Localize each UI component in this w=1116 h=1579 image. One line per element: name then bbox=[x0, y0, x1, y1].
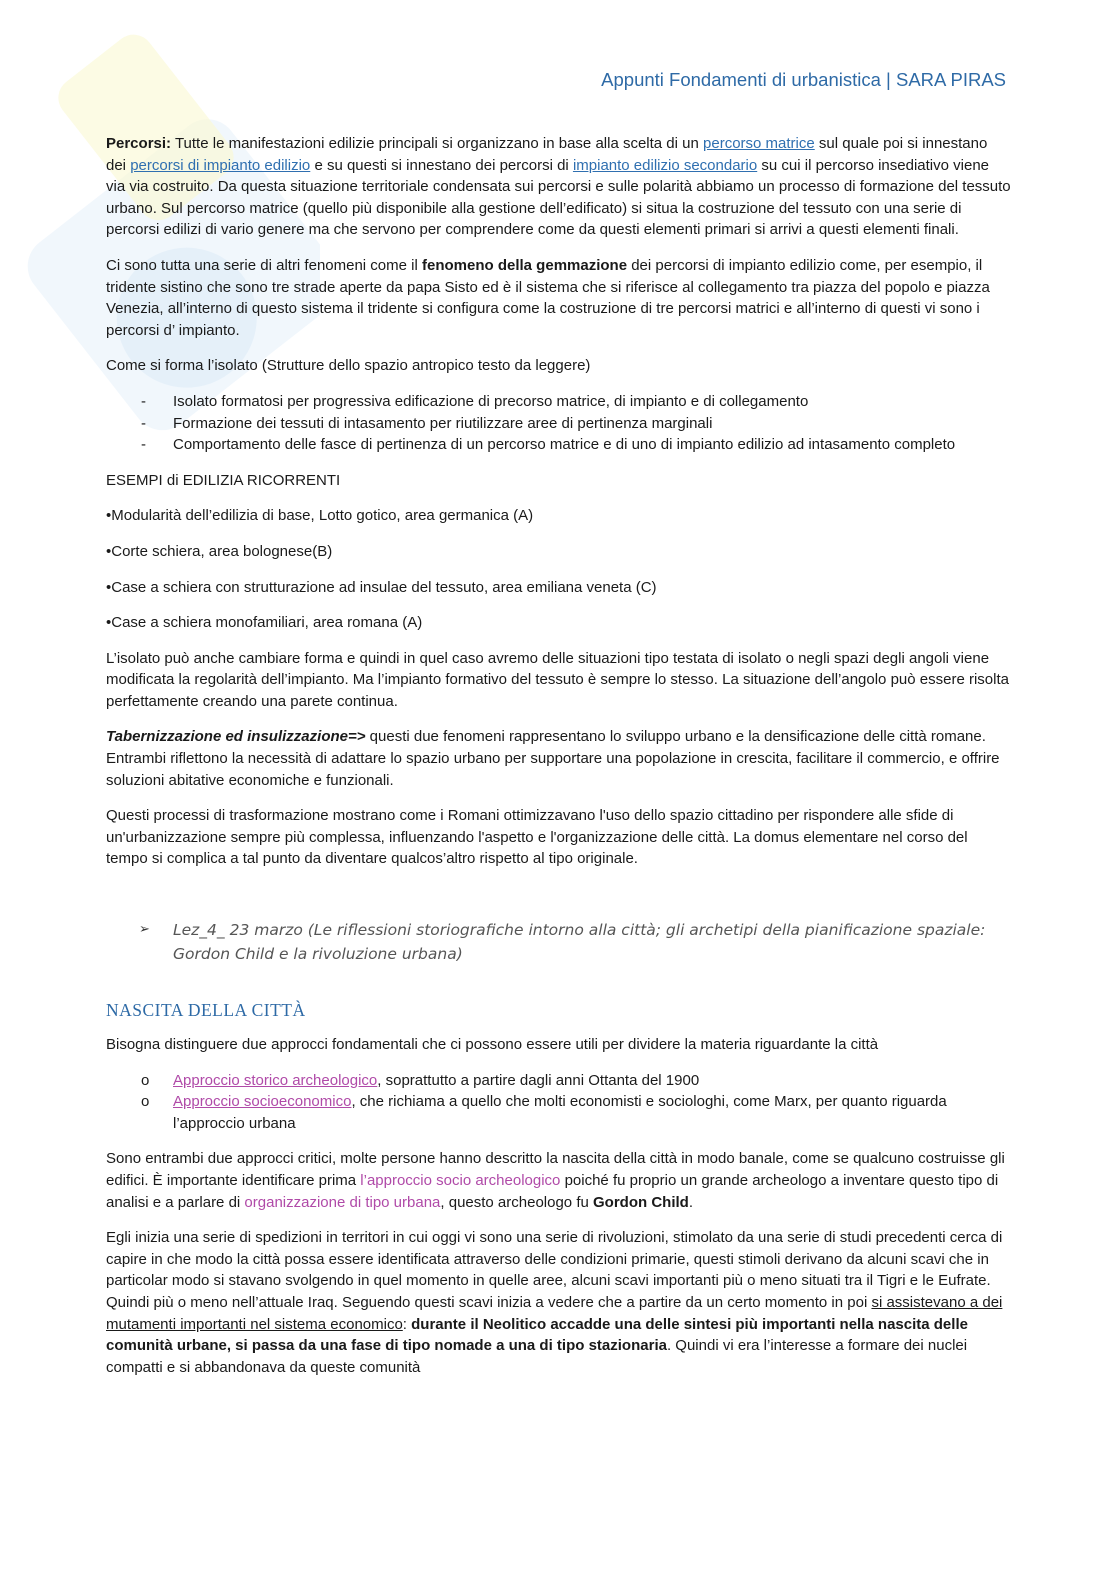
text-span: , questo archeologo fu bbox=[440, 1193, 593, 1211]
bold-term: Gordon Child bbox=[593, 1193, 689, 1211]
paragraph-approcci-intro: Bisogna distinguere due approcci fondamentali che ci possono essere utili per dividere la materia riguardante la città bbox=[106, 1036, 879, 1054]
list-item bbox=[106, 1091, 1011, 1134]
paragraph-percorsi bbox=[106, 133, 1011, 241]
list-item: - Comportamento delle fasce di pertinenza di un percorso matrice e di uno di impianto edilizio ad intasamento completo bbox=[106, 434, 1011, 456]
percorsi-label: Percorsi: bbox=[106, 135, 172, 152]
text-span: dei percorsi di impianto edilizio come, per esempio, il tridente sistino che sono tre strade aperte da papa Sisto ed è il sistema che si riferisce al collegamento tra piazza del popolo e piazza Venezia, all’interno di questo sistema il tridente si configura come la costruzione di tre percorsi matrici e all’interno di questi vi sono i percorsi d’ impianto. bbox=[106, 256, 990, 339]
paragraph-tabernizzazione bbox=[106, 726, 1011, 791]
text-span: Ci sono tutta una serie di altri fenomeni come il bbox=[106, 256, 422, 274]
highlight-term: organizzazione di tipo urbana bbox=[244, 1193, 441, 1211]
text-span: Sono entrambi due approcci critici, molte persone hanno descritto la nascita della città in modo banale, come se qualcuno costruisse gli edifici. È importante identificare prima bbox=[106, 1150, 1005, 1189]
document-body bbox=[106, 133, 1011, 1392]
paragraph-gemmazione bbox=[106, 255, 1011, 341]
text-span: e su questi si innestano dei percorsi di bbox=[310, 156, 573, 174]
text-span: questi due fenomeni rappresentano lo sviluppo urbano e la densificazione delle città romane. Entrambi riflettono la necessità di adattare lo spazio urbano per supportare una popolazione in crescita, facilitare il commercio, e offrire soluzioni abitative economiche e funzionali. bbox=[106, 728, 1000, 789]
link-impianto-edilizio-secondario[interactable]: impianto edilizio secondario bbox=[572, 156, 758, 174]
text-span: , soprattutto a partire dagli anni Ottanta del 1900 bbox=[377, 1071, 700, 1089]
text-span: Tutte le manifestazioni edilizie principali si organizzano in base alla scelta di un bbox=[171, 135, 704, 152]
text-span: poiché fu proprio un grande archeologo a inventare questo tipo di analisi e a parlare di bbox=[106, 1172, 999, 1211]
page-header: Appunti Fondamenti di urbanistica | SARA PIRAS bbox=[601, 69, 1006, 90]
esempio-item: •Modularità dell’edilizia di base, Lotto gotico, area germanica (A) bbox=[106, 507, 534, 525]
link-percorsi-impianto-edilizio[interactable]: percorsi di impianto edilizio bbox=[130, 156, 311, 174]
bold-italic-term: Tabernizzazione ed insulizzazione=> bbox=[106, 728, 366, 746]
text-span: . bbox=[688, 1193, 693, 1211]
bold-term: durante il Neolitico accadde una delle sintesi più importanti nella nascita delle comunità urbane, si passa da una fase di tipo nomade a una di tipo stazionaria bbox=[106, 1315, 968, 1355]
text-span: , che richiama a quello che molti economisti e sociologhi, come Marx, per quanto riguarda l’approccio urbana bbox=[173, 1093, 947, 1132]
lesson-title: Lez_4_ 23 marzo (Le riflessioni storiografiche intorno alla città; gli archetipi della pianificazione spaziale: Gordon Child e la rivoluzione urbana) bbox=[173, 921, 986, 964]
link-approccio-storico[interactable]: Approccio storico archeologico bbox=[173, 1071, 378, 1089]
list-item: - Isolato formatosi per progressiva edificazione di precorso matrice, di impianto e di collegamento bbox=[106, 391, 1011, 413]
arrow-bullet-icon: ➢ bbox=[139, 922, 150, 938]
text-span: . Quindi vi era l’interesse a formare dei nuclei compatti e si abbandonava da queste comunità bbox=[106, 1337, 968, 1376]
paragraph-processi: Questi processi di trasformazione mostrano come i Romani ottimizzavano l'uso dello spazio cittadino per rispondere alle sfide di un'urbanizzazione sempre più complessa, influenzando l'aspetto e l'organizzazione delle città. La domus elementare nel corso del tempo si complica a tal punto da diventare qualcos’altro rispetto al tipo originale. bbox=[106, 807, 968, 868]
underlined-term: si assistevano a dei mutamenti importanti nel sistema economico bbox=[106, 1293, 1003, 1333]
text-span: : bbox=[402, 1315, 412, 1333]
bold-term: fenomeno della gemmazione bbox=[422, 256, 628, 274]
approcci-list bbox=[106, 1070, 1011, 1135]
esempio-item: •Case a schiera con strutturazione ad insulae del tessuto, area emiliana veneta (C) bbox=[106, 578, 657, 596]
text-span: Egli inizia una serie di spedizioni in territori in cui oggi vi sono una serie di rivoluzioni, stimolato da una serie di studi precedenti cerca di capire in che modo la città possa essere identificata attraverso delle condizioni primarie, questi stimoli derivano da alcuni scavi che in particolar modo si stavano svolgendo in quel momento in quelle aree, alcuni scavi importanti più o meno situati tra il Tigri e le Eufrate. Quindi più o meno nell’attuale Iraq. Seguendo questi scavi inizia a vedere che a partire da un certo momento in poi bbox=[106, 1229, 1003, 1311]
esempio-item: •Case a schiera monofamiliari, area romana (A) bbox=[106, 614, 423, 632]
esempio-item: •Corte schiera, area bolognese(B) bbox=[106, 542, 333, 560]
link-approccio-socioeconomico[interactable]: Approccio socioeconomico bbox=[173, 1093, 352, 1111]
lesson-heading bbox=[106, 918, 1011, 966]
text-span: su cui il percorso insediativo viene via via costruito. Da questa situazione territoriale condensata sui percorsi e sulle polarità abbiamo un processo di formazione del tessuto urbano. Sul percorso matrice (quello più disponibile alla gestione dell’edificato) si situa la costruzione del tessuto con una serie di percorsi edilizi di vario genere ma che servono per comprendere come da questi elementi primari si arrivi a questi elementi finali. bbox=[106, 156, 1011, 239]
paragraph-gordon-child bbox=[106, 1148, 1011, 1213]
highlight-term: l’approccio socio archeologico bbox=[360, 1172, 561, 1189]
isolato-list bbox=[106, 391, 1011, 456]
link-percorso-matrice[interactable]: percorso matrice bbox=[703, 135, 815, 152]
list-item bbox=[106, 1070, 1011, 1092]
esempi-title: ESEMPI di EDILIZIA RICORRENTI bbox=[106, 471, 341, 489]
paragraph-isolato-intro: Come si forma l’isolato (Strutture dello spazio antropico testo da leggere) bbox=[106, 357, 591, 375]
paragraph-spedizioni bbox=[106, 1227, 1011, 1378]
paragraph-isolato-forma: L’isolato può anche cambiare forma e quindi in quel caso avremo delle situazioni tipo testata di isolato o negli spazi degli angoli viene modificata la regolarità dell’impianto. Ma l’impianto formativo del tessuto è sempre lo stesso. La situazione dell’angolo può essere risolta perfettamente creando una parete continua. bbox=[106, 649, 1009, 710]
section-title: NASCITA DELLA CITTÀ bbox=[106, 1000, 306, 1021]
text-span: sul quale poi si innestano dei bbox=[106, 135, 988, 174]
list-item: - Formazione dei tessuti di intasamento per riutilizzare aree di pertinenza marginali bbox=[106, 413, 1011, 435]
